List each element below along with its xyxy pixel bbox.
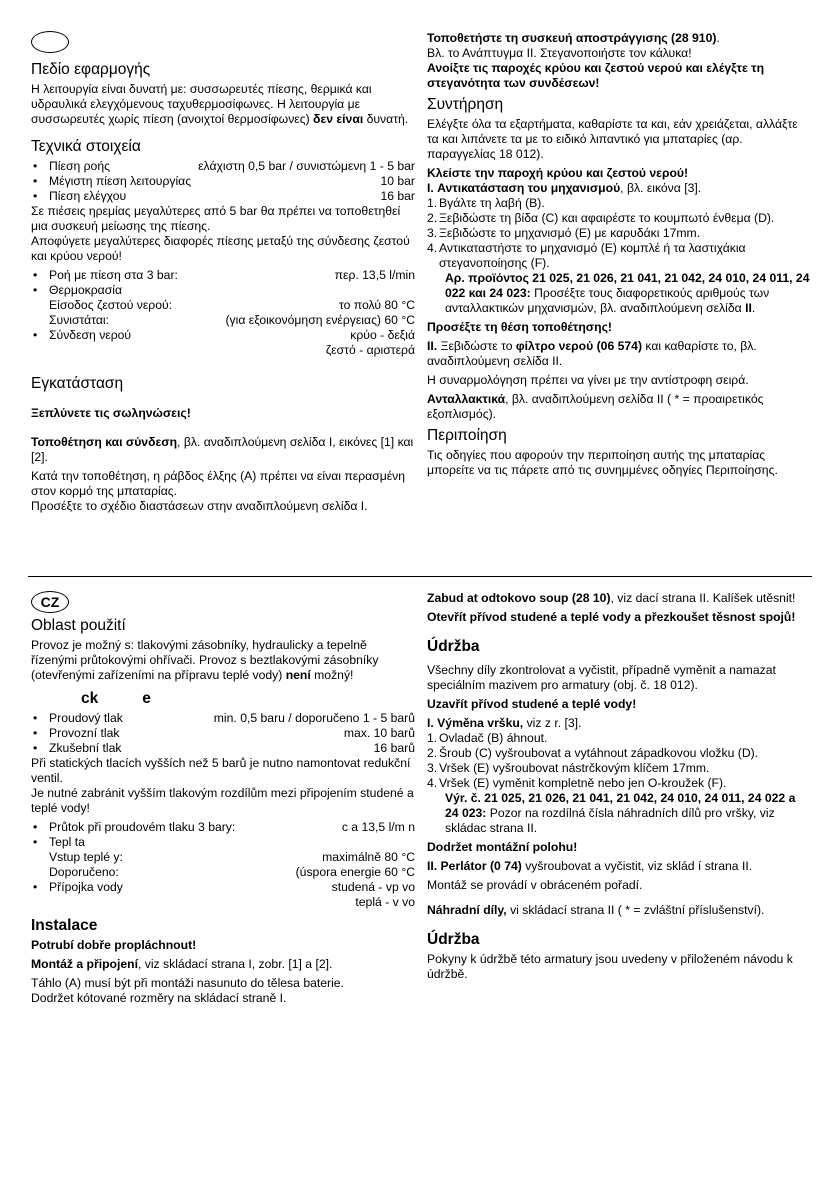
cz-care-paragraph: Pokyny k údržbě této armatury jsou uvedeny v přiloženém návodu k údržbě. (427, 952, 793, 981)
gr-mount-paragraph: Τοποθέτηση και σύνδεση, βλ. αναδιπλούμενη σελίδα I, εικόνες [1] και [2]. (31, 435, 414, 464)
gr-open-supply: Ανοίξτε τις παροχές κρύου και ζεστού νερού και ελέγξτε τη στεγανότητα των συνδέσεων! (427, 61, 765, 90)
cz-tech-note-1: Při statických tlacích vyšších než 5 barů je nutno namontovat redukční ventil. (31, 756, 411, 785)
gr-reverse-note: Η συναρμολόγηση πρέπει να γίνει με την αντίστροφη σειρά. (427, 373, 749, 387)
gr-heading-scope: Πεδίο εφαρμογής (31, 61, 151, 78)
gr-flow-list (31, 268, 415, 298)
cz-reverse-note: Montáž se provádí v obráceném pořadí. (427, 878, 643, 892)
gr-dim-paragraph: Προσέξτε το σχέδιο διαστάσεων στην αναδιπλούμενη σελίδα I. (31, 499, 368, 513)
gr-heading-care: Περιποίηση (427, 427, 507, 444)
gr-spare-parts: Ανταλλακτικά, βλ. αναδιπλούμενη σελίδα II ( * = προαιρετικός εξοπλισμός). (427, 392, 764, 421)
cz-right-column (427, 591, 811, 986)
cz-temp-recommended: Doporučeno: (úspora energie 60 °C (49, 865, 415, 879)
cz-water-connection: • Přípojka vody studená - vp vo (31, 880, 415, 895)
cz-tech-test-pressure: • Zkušební tlak 16 barů (31, 741, 415, 756)
cz-product-note: Výr. č. 21 025, 21 026, 21 041, 21 042, 24 010, 24 011, 24 022 a 24 023: Pozor na rozdílná čísla náhradních dílů pro vršky, viz skládac strana II. (445, 791, 796, 835)
gr-tech-note-1: Σε πιέσεις ηρεμίας μεγαλύτερες από 5 bar θα πρέπει να τοποθετηθεί μια συσκευή μείωσης της πίεσης. (31, 204, 401, 233)
gr-left-column (31, 31, 415, 518)
cz-step-1: 1. Ovladač (B) áhnout. (427, 731, 548, 745)
cz-step-3: 3. Vršek (E) vyšroubovat nástrčkovým klíčem 17mm. (427, 761, 710, 775)
gr-tech-flow-pressure: • Πίεση ροής ελάχιστη 0,5 bar / συνιστώμενη 1 - 5 bar (31, 159, 415, 174)
gr-water-connection-hot: ζεστό - αριστερά (325, 343, 415, 357)
gr-right-column (427, 31, 811, 482)
gr-scope-paragraph: Η λειτουργία είναι δυνατή με: συσσωρευτές πίεσης, θερμικά και υδραυλικά ελεγχόμενους ταχυθερμοσίφωνες. Η λειτουργία με συσσωρευτές χωρίς πίεση (ανοιχτοί θερμοσίφωνες) δεν είναι δυνατή. (31, 82, 409, 126)
gr-drain-text: Βλ. το Ανάπτυγμα II. Στεγανοποιήστε τον κάλυκα! (427, 46, 692, 60)
cz-flow-list (31, 820, 415, 850)
cz-close-supply: Uzavřít přívod studené a teplé vody! (427, 697, 637, 711)
gr-tech-test-pressure: • Πίεση ελέγχου 16 bar (31, 189, 415, 204)
cz-heading-scope: Oblast použití (31, 617, 126, 634)
section-divider (28, 576, 812, 577)
gr-close-supply: Κλείστε την παροχή κρύου και ζεστού νερού! (427, 166, 689, 180)
cz-step-4: 4. Vršek (E) vyměnit kompletně nebo jen O-kroužek (F). (427, 776, 727, 790)
gr-flush-note: Ξεπλύνετε τις σωληνώσεις! (31, 406, 191, 420)
cz-drain-line: Zabud at odtokovo soup (28 10), viz dací strana II. Kalíšek utěsnit! (427, 591, 796, 605)
gr-step-2: 2. Ξεβιδώστε τη βίδα (C) και αφαιρέστε το κουμπωτό ένθεμα (D). (427, 211, 775, 225)
gr-heading-install: Εγκατάσταση (31, 375, 124, 392)
cz-mount-paragraph: Montáž a připojení, viz skládací strana I, zobr. [1] a [2]. (31, 957, 333, 971)
cz-tech-list (31, 711, 415, 756)
cz-heading-maintenance: Údržba (427, 638, 480, 655)
gr-maint-paragraph: Ελέγξτε όλα τα εξαρτήματα, καθαρίστε τα και, εάν χρειάζεται, αλλάξτε τα και λιπάνετε τα με το ειδικό λιπαντικό για μπαταρίες (αρ. παραγγελίας 18 012). (427, 117, 798, 161)
cz-dim-paragraph: Dodržet kótované rozměry na skládací straně I. (31, 991, 287, 1005)
cz-heading-install: Instalace (31, 917, 98, 934)
cz-heading-tech: ck e (81, 690, 151, 707)
cz-steps-list (427, 731, 811, 791)
gr-care-paragraph: Τις οδηγίες που αφορούν την περιποίηση αυτής της μπαταρίας μπορείτε να τις πάρετε από τις συνημμένες οδηγίες Περιποίησης. (427, 448, 778, 477)
gr-step-1: 1. Βγάλτε τη λαβή (B). (427, 196, 545, 210)
cz-temp-inlet: Vstup teplé y: maximálně 80 °C (49, 850, 415, 864)
cz-flow-rate: • Průtok při proudovém tlaku 3 bary: c a 13,5 l/m n (31, 820, 415, 835)
gr-water-connection: • Σύνδεση νερού κρύο - δεξιά (31, 328, 415, 343)
gr-step-3: 3. Ξεβιδώστε το μηχανισμό (E) με καρυδάκι 17mm. (427, 226, 701, 240)
cz-heading-care: Údržba (427, 931, 480, 948)
cz-maint-paragraph: Všechny díly zkontrolovat a vyčistit, případně vyměnit a namazat speciálním mazivem pro armatury (obj. č. 18 012). (427, 663, 776, 692)
cz-position-note: Dodržet montážní polohu! (427, 840, 578, 854)
gr-filter-paragraph: II. Ξεβιδώστε το φίλτρο νερού (06 574) και καθαρίστε το, βλ. αναδιπλούμενη σελίδα II. (427, 339, 757, 368)
gr-position-note: Προσέξτε τη θέση τοποθέτησης! (427, 320, 612, 334)
language-badge-cz: CZ (31, 591, 69, 613)
gr-conn-list (31, 328, 415, 343)
cz-left-column (31, 591, 415, 1010)
cz-tech-flow-pressure: • Proudový tlak min. 0,5 baru / doporučeno 1 - 5 barů (31, 711, 415, 726)
gr-heading-maintenance: Συντήρηση (427, 96, 504, 113)
gr-heading-tech: Τεχνικά στοιχεία (31, 138, 141, 155)
gr-temperature: • Θερμοκρασία (31, 283, 415, 298)
gr-step-4: 4. Αντικαταστήστε το μηχανισμό (E) κομπλέ ή τα λαστιχάκια στεγανοποίησης (F). (427, 241, 746, 270)
gr-rod-paragraph: Κατά την τοποθέτηση, η ράβδος έλξης (A) πρέπει να είναι περασμένη στον κορμό της μπαταρίας. (31, 469, 406, 498)
gr-drain-line: Τοποθετήστε τη συσκευή αποστράγγισης (28 910). (427, 31, 720, 45)
gr-flow-rate: • Ροή με πίεση στα 3 bar: περ. 13,5 l/min (31, 268, 415, 283)
cz-open-supply: Otevřít přívod studené a teplé vody a přezkoušet těsnost spojů! (427, 610, 796, 624)
gr-temp-recommended: Συνιστάται: (για εξοικονόμηση ενέργειας) 60 °C (49, 313, 415, 327)
cz-spare-parts: Náhradní díly, vi skládací strana II ( * = zvláštní příslušenství). (427, 903, 765, 917)
cz-filter-paragraph: II. Perlátor (0 74) vyšroubovat a vyčistit, viz sklád í strana II. (427, 859, 753, 873)
cz-rod-paragraph: Táhlo (A) musí být při montáži nasunuto do tělesa baterie. (31, 976, 344, 990)
cz-conn-list (31, 880, 415, 895)
gr-temp-inlet: Είσοδος ζεστού νερού: το πολύ 80 °C (49, 298, 415, 312)
gr-steps-list (427, 196, 811, 271)
cz-water-connection-hot: teplá - v vo (355, 895, 415, 909)
cz-tech-max-pressure: • Provozní tlak max. 10 barů (31, 726, 415, 741)
cz-step-2: 2. Šroub (C) vyšroubovat a vytáhnout západkovou vložku (D). (427, 746, 759, 760)
gr-tech-max-pressure: • Μέγιστη πίεση λειτουργίας 10 bar (31, 174, 415, 189)
cz-mechanism-heading: I. Výměna vršku, viz z r. [3]. (427, 716, 582, 730)
cz-temperature: • Tepl ta (31, 835, 415, 850)
cz-scope-paragraph: Provoz je možný s: tlakovými zásobníky, hydraulicky a tepelně řízenými průtokovými ohřívači. Provoz s beztlakovými zásobníky (otevřenými zařízeními na přípravu teplé vody) není možný! (31, 638, 379, 682)
language-badge-empty (31, 31, 69, 53)
gr-tech-list (31, 159, 415, 204)
gr-mechanism-heading: I. Αντικατάσταση του μηχανισμού, βλ. εικόνα [3]. (427, 181, 702, 195)
cz-tech-note-2: Je nutné zabránit vyšším tlakovým rozdílům mezi připojením studené a teplé vody! (31, 786, 414, 815)
gr-product-note: Αρ. προϊόντος 21 025, 21 026, 21 041, 21 042, 24 010, 24 011, 24 022 και 24 023: Προσέξτε τους διαφορετικούς αριθμούς των ανταλλακτικών μηχανισμών, βλ. αναδιπλούμενη σελίδα II. (445, 271, 810, 315)
cz-flush-note: Potrubí dobře propláchnout! (31, 938, 197, 952)
gr-tech-note-2: Αποφύγετε μεγαλύτερες διαφορές πίεσης μεταξύ της σύνδεσης ζεστού και κρύου νερού! (31, 234, 410, 263)
